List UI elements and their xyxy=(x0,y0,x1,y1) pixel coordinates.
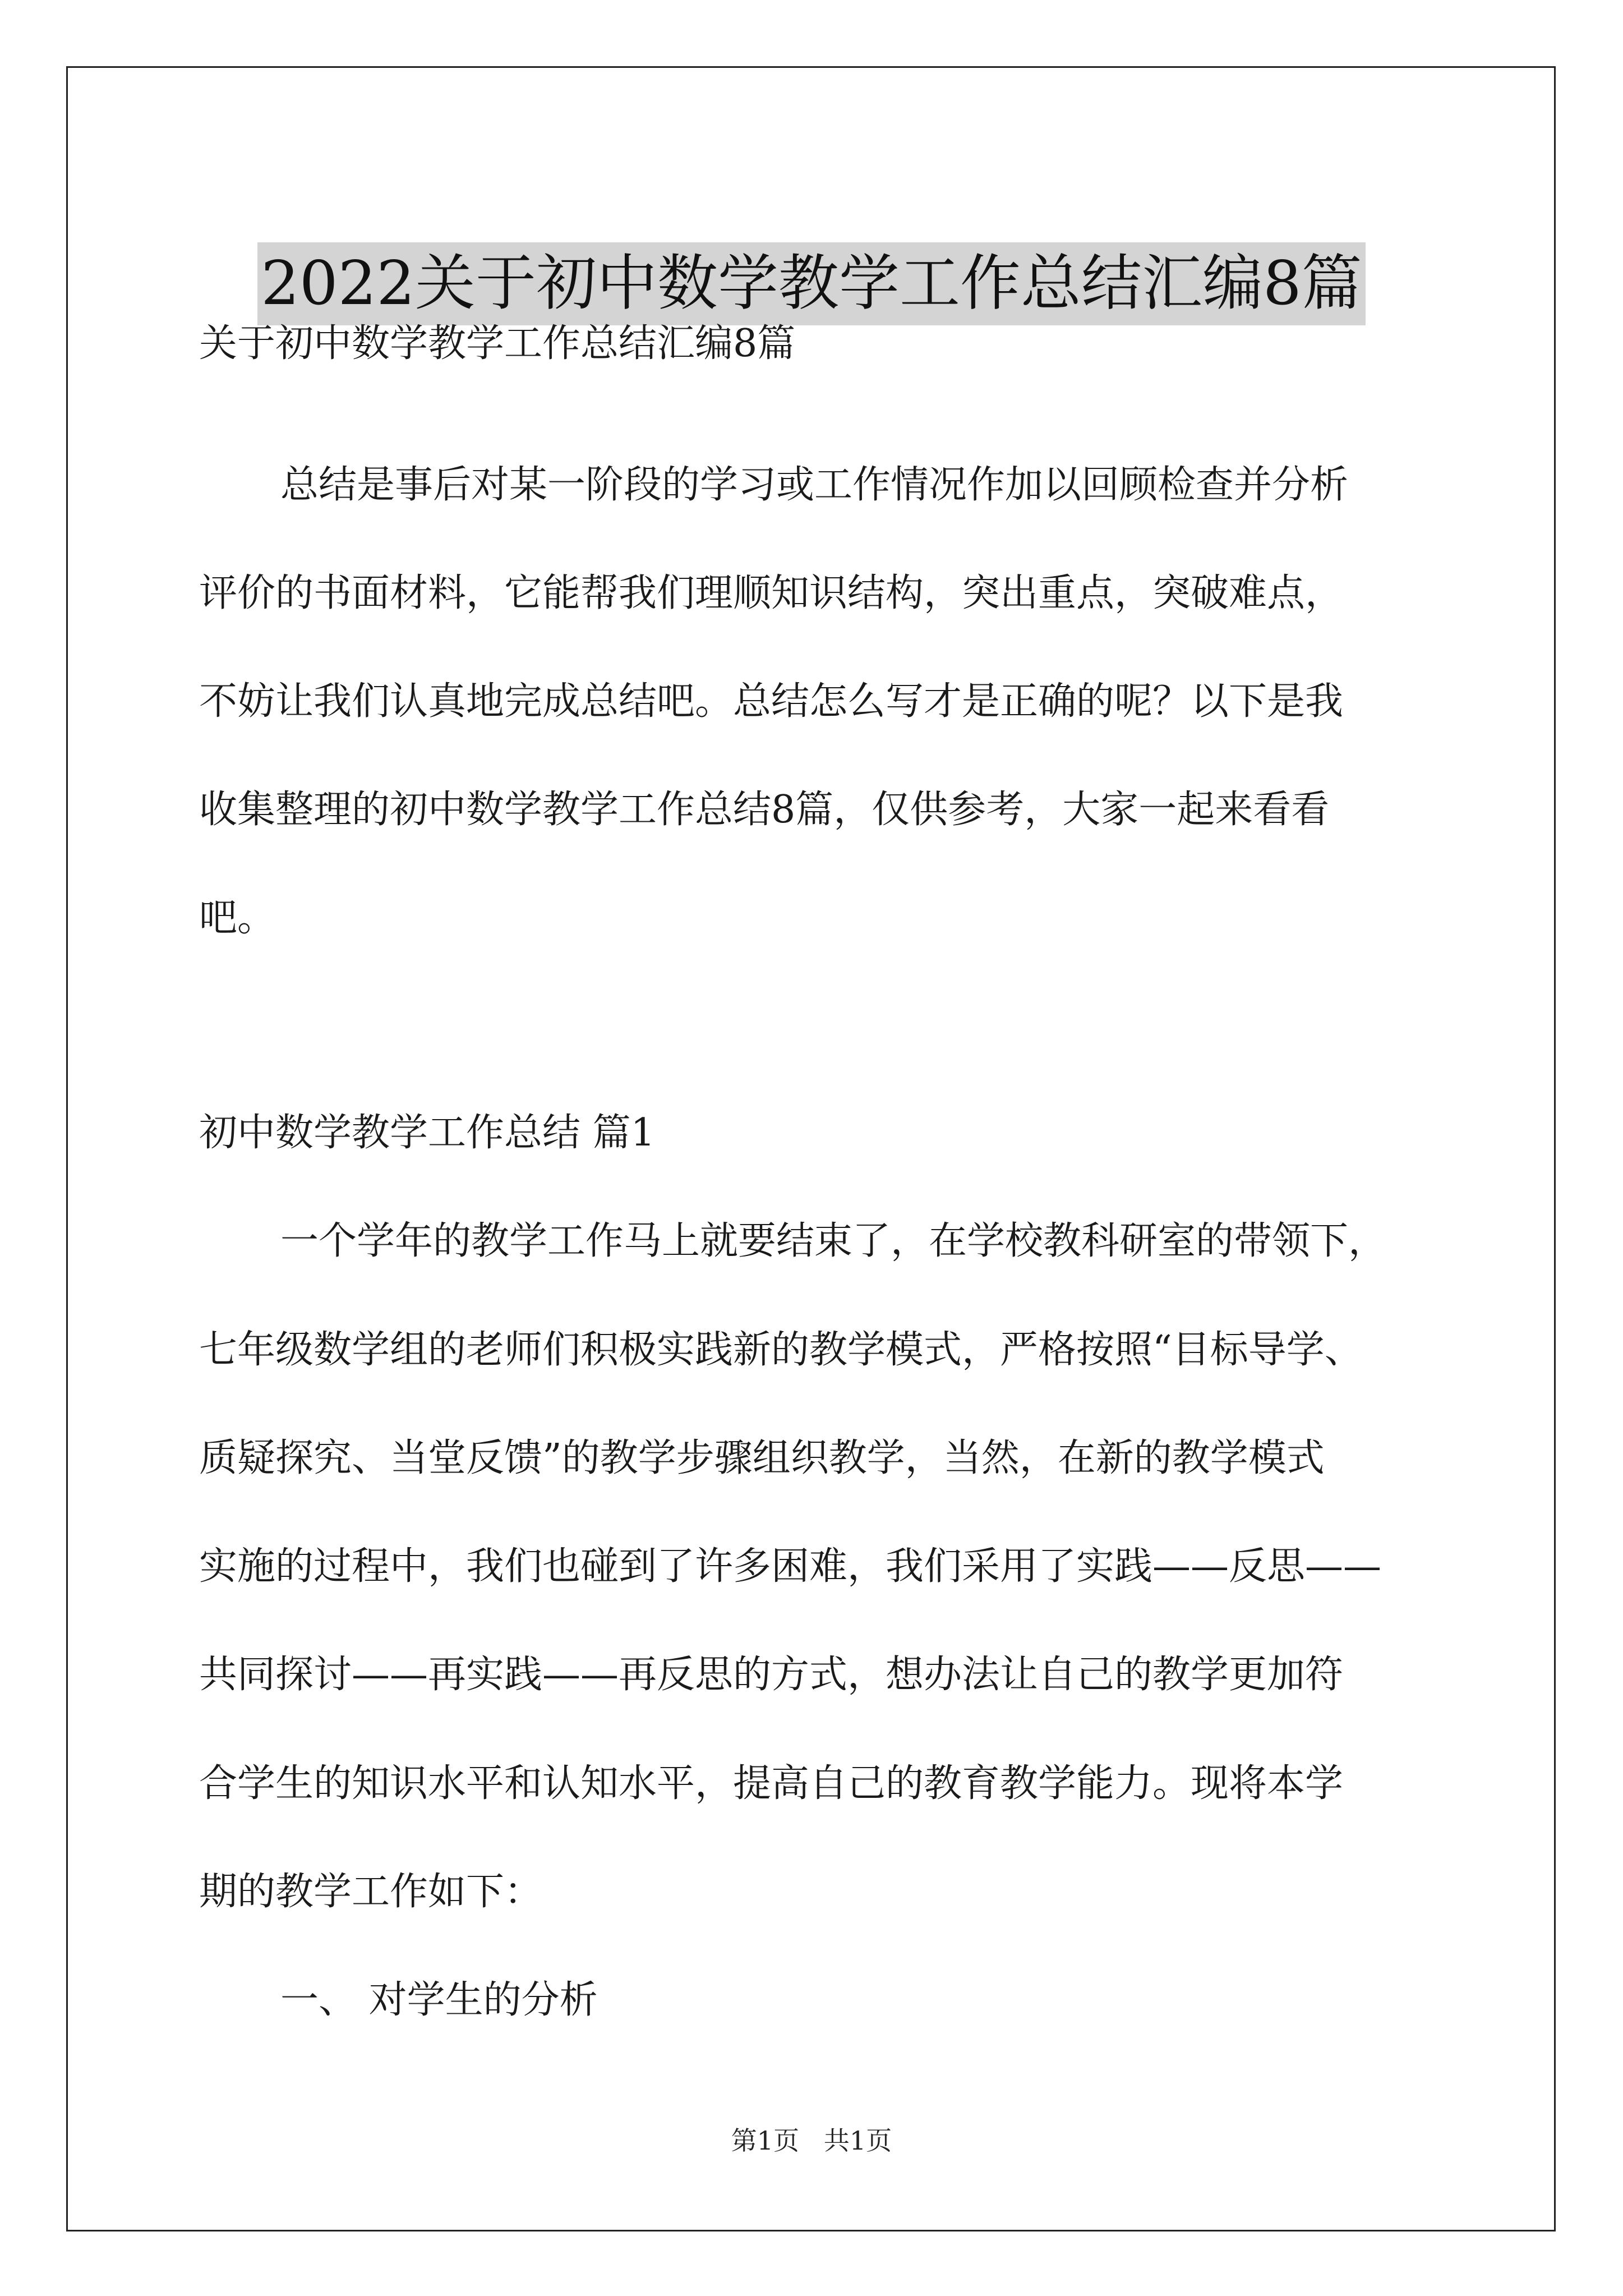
body-paragraph-line: 一个学年的教学工作马上就要结束了，在学校教科研室的带领下， xyxy=(280,1219,1387,1263)
intro-paragraph-line: 评价的书面材料，它能帮我们理顺知识结构，突出重点，突破难点， xyxy=(199,571,1344,615)
document-title: 2022关于初中数学教学工作总结汇编8篇 xyxy=(257,242,1366,325)
intro-paragraph-line: 收集整理的初中数学教学工作总结8篇，仅供参考，大家一起来看看 xyxy=(199,788,1330,832)
body-paragraph-line: 实施的过程中，我们也碰到了许多困难，我们采用了实践——反思—— xyxy=(199,1544,1382,1589)
intro-paragraph-line: 总结是事后对某一阶段的学习或工作情况作加以回顾检查并分析 xyxy=(280,463,1349,507)
subtitle-line: 关于初中数学教学工作总结汇编8篇 xyxy=(199,321,796,366)
intro-paragraph-line: 不妨让我们认真地完成总结吧。总结怎么写才是正确的呢？以下是我 xyxy=(199,679,1344,724)
body-paragraph-line: 合学生的知识水平和认知水平，提高自己的教育教学能力。现将本学 xyxy=(199,1761,1344,1806)
body-paragraph-line: 期的教学工作如下： xyxy=(199,1870,543,1914)
body-paragraph-line: 七年级数学组的老师们积极实践新的教学模式，严格按照“目标导学、 xyxy=(199,1328,1363,1372)
section-heading: 初中数学教学工作总结 篇1 xyxy=(199,1111,655,1155)
body-paragraph-line: 质疑探究、当堂反馈”的教学步骤组织教学，当然，在新的教学模式 xyxy=(199,1436,1325,1480)
page-footer: 第1页 共1页 xyxy=(731,2125,892,2156)
subsection-heading: 一、 对学生的分析 xyxy=(280,1978,598,2022)
body-paragraph-line: 共同探讨——再实践——再反思的方式，想办法让自己的教学更加符 xyxy=(199,1653,1344,1697)
intro-paragraph-line: 吧。 xyxy=(199,896,276,940)
